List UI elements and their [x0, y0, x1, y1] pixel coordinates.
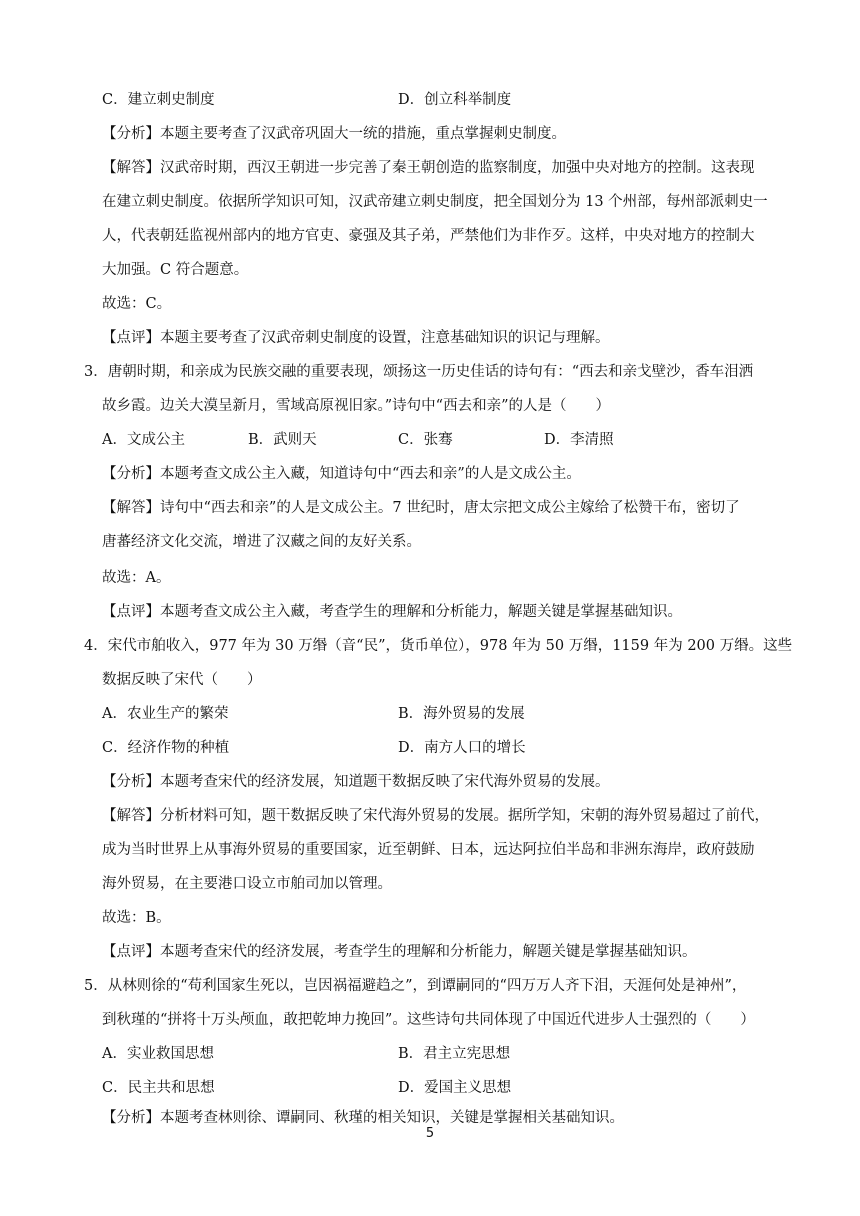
q2-answer-line-3: 人，代表朝廷监视州部内的地方官吏、豪强及其子弟，严禁他们为非作歹。这样，中央对地方的控制大: [102, 228, 755, 244]
q4-answer-line-2: 成为当时世界上从事海外贸易的重要国家，近至朝鲜、日本，远达阿拉伯半岛和非洲东海岸，政府鼓励: [102, 842, 755, 858]
q3-choice: 故选：A。: [102, 570, 171, 586]
q2-answer-line-1: 【解答】汉武帝时期，西汉王朝进一步完善了秦王朝创造的监察制度，加强中央对地方的控制。这表现: [102, 160, 755, 176]
q3-option-c: C．张骞: [398, 432, 453, 448]
q3-option-d: D．李清照: [544, 432, 614, 448]
q2-choice: 故选：C。: [102, 296, 172, 312]
q5-option-b: B．君主立宪思想: [398, 1046, 511, 1062]
q4-analysis: 【分析】本题考查宋代的经济发展，知道题干数据反映了宋代海外贸易的发展。: [102, 774, 610, 790]
q2-analysis: 【分析】本题主要考查了汉武帝巩固大一统的措施，重点掌握刺史制度。: [102, 126, 566, 142]
q4-choice: 故选：B。: [102, 910, 171, 926]
q4-option-d: D．南方人口的增长: [398, 740, 526, 756]
q4-option-c: C．经济作物的种植: [102, 740, 230, 756]
q2-option-c: C．建立刺史制度: [102, 92, 215, 108]
q5-option-a: A．实业救国思想: [102, 1046, 214, 1062]
q4-comment: 【点评】本题考查宋代的经济发展，考查学生的理解和分析能力，解题关键是掌握基础知识。: [102, 944, 697, 960]
q4-stem-line-2: 数据反映了宋代（ ）: [102, 672, 262, 688]
q4-answer-line-3: 海外贸易，在主要港口设立市舶司加以管理。: [102, 876, 392, 892]
q3-option-a: A．文成公主: [102, 432, 185, 448]
q3-answer-line-2: 唐蕃经济文化交流，增进了汉藏之间的友好关系。: [102, 534, 421, 550]
q3-comment: 【点评】本题考查文成公主入藏，考查学生的理解和分析能力，解题关键是掌握基础知识。: [102, 604, 682, 620]
q5-stem-line-2: 到秋瑾的“拼将十万头颅血，敢把乾坤力挽回”。这些诗句共同体现了中国近代进步人士强烈的（ ）: [102, 1012, 755, 1028]
q3-stem-line-1: 3．唐朝时期，和亲成为民族交融的重要表现，颂扬这一历史佳话的诗句有：“西去和亲戈壁沙，香车泪洒: [84, 364, 754, 380]
q2-comment: 【点评】本题主要考查了汉武帝刺史制度的设置，注意基础知识的识记与理解。: [102, 330, 610, 346]
q2-answer-line-2: 在建立刺史制度。依据所学知识可知，汉武帝建立刺史制度，把全国划分为 13 个州部，每州部派刺史一: [102, 194, 768, 210]
q4-option-b: B．海外贸易的发展: [398, 706, 525, 722]
q5-analysis: 【分析】本题考查林则徐、谭嗣同、秋瑾的相关知识，关键是掌握相关基础知识。: [102, 1110, 624, 1126]
q5-stem-line-1: 5．从林则徐的“苟利国家生死以，岂因祸福避趋之”，到谭嗣同的“四万万人齐下泪，天涯何处是神州”，: [84, 978, 747, 994]
q3-answer-line-1: 【解答】诗句中“西去和亲”的人是文成公主。7 世纪时，唐太宗把文成公主嫁给了松赞干布，密切了: [102, 500, 740, 516]
q5-option-d: D．爱国主义思想: [398, 1080, 512, 1096]
q3-option-b: B．武则天: [248, 432, 317, 448]
q3-stem-line-2: 故乡霞。边关大漠呈新月，雪域高原视旧家。”诗句中“西去和亲”的人是（ ）: [102, 398, 610, 414]
q4-stem-line-1: 4．宋代市舶收入，977 年为 30 万缗（音“民”，货币单位），978 年为 50 万缗，1159 年为 200 万缗。这些: [84, 638, 793, 654]
q5-option-c: C．民主共和思想: [102, 1080, 215, 1096]
q2-answer-line-4: 大加强。C 符合题意。: [102, 262, 249, 278]
page-number: 5: [425, 1126, 435, 1141]
q4-option-a: A．农业生产的繁荣: [102, 706, 229, 722]
q3-analysis: 【分析】本题考查文成公主入藏，知道诗句中“西去和亲”的人是文成公主。: [102, 466, 581, 482]
q2-option-d: D．创立科举制度: [398, 92, 512, 108]
q4-answer-line-1: 【解答】分析材料可知，题干数据反映了宋代海外贸易的发展。据所学知，宋朝的海外贸易超过了前代，: [102, 808, 769, 824]
